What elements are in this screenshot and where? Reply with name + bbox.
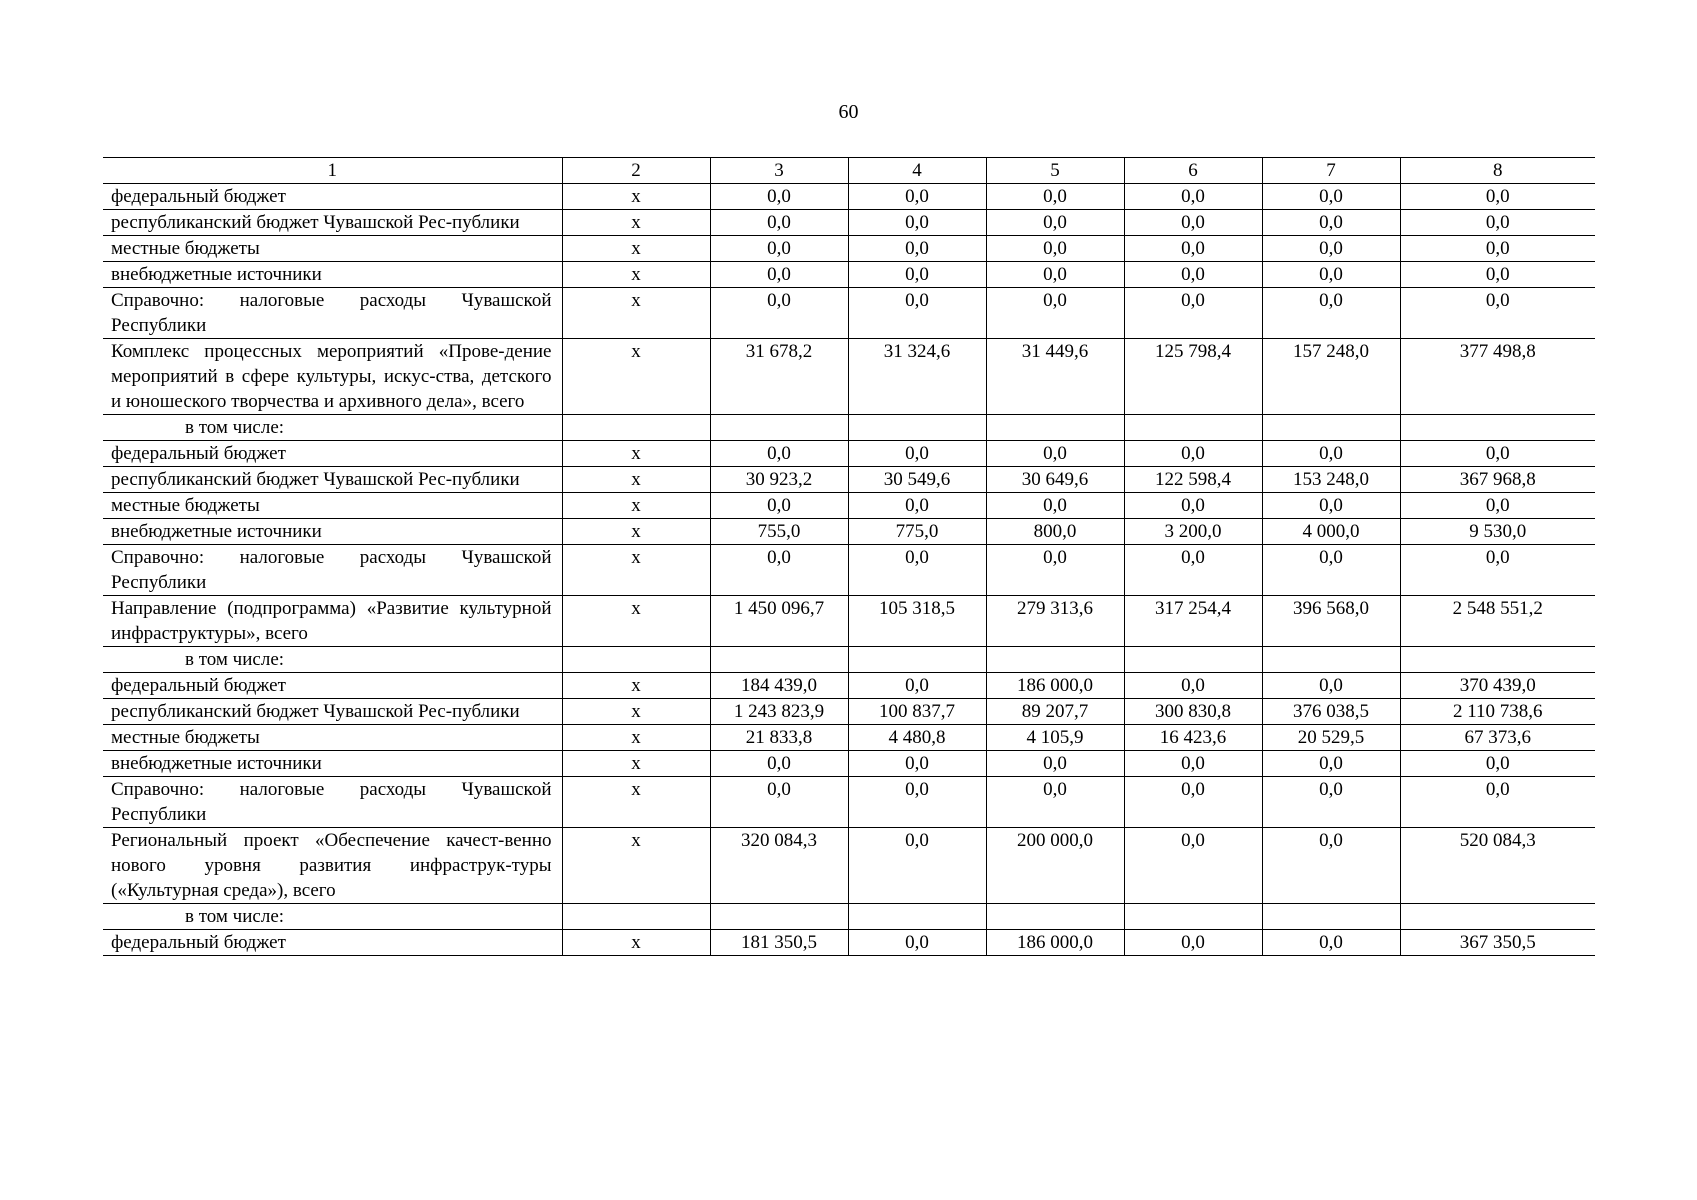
table-cell: 200 000,0 [986, 828, 1124, 904]
row-label: республиканский бюджет Чувашской Рес-публики [103, 699, 562, 725]
table-cell [1400, 904, 1595, 930]
table-cell: 0,0 [848, 236, 986, 262]
table-cell: 0,0 [1124, 236, 1262, 262]
table-row [103, 930, 1595, 956]
table-cell: 0,0 [1124, 184, 1262, 210]
table-cell: 0,0 [1262, 236, 1400, 262]
table-cell: 0,0 [986, 751, 1124, 777]
table-cell: х [562, 596, 710, 647]
table-cell: х [562, 441, 710, 467]
table-cell: 0,0 [1400, 777, 1595, 828]
table-row [103, 467, 1595, 493]
table-row [103, 545, 1595, 596]
table-cell: 181 350,5 [710, 930, 848, 956]
table-cell: 0,0 [1262, 828, 1400, 904]
table-cell: 0,0 [710, 236, 848, 262]
column-header: 6 [1124, 158, 1262, 184]
row-label: республиканский бюджет Чувашской Рес-публики [103, 467, 562, 493]
table-cell [1124, 647, 1262, 673]
table-cell: 0,0 [1124, 210, 1262, 236]
table-row [103, 415, 1595, 441]
table-cell: 0,0 [710, 777, 848, 828]
table-cell [1400, 647, 1595, 673]
table-cell: х [562, 828, 710, 904]
table-cell: х [562, 236, 710, 262]
table-header-row [103, 158, 1595, 184]
table-row [103, 596, 1595, 647]
table-cell: 0,0 [1400, 441, 1595, 467]
row-label: Региональный проект «Обеспечение качест-венно нового уровня развития инфраструк-туры («Культурная среда»), всего [103, 828, 562, 904]
table-cell: 0,0 [710, 262, 848, 288]
row-label: внебюджетные источники [103, 751, 562, 777]
table-cell: 16 423,6 [1124, 725, 1262, 751]
page-number: 60 [838, 101, 859, 123]
column-header: 5 [986, 158, 1124, 184]
table-cell: 0,0 [986, 777, 1124, 828]
table-cell: 186 000,0 [986, 673, 1124, 699]
table-cell: 370 439,0 [1400, 673, 1595, 699]
table-cell: 125 798,4 [1124, 339, 1262, 415]
row-label: местные бюджеты [103, 236, 562, 262]
table-cell: 320 084,3 [710, 828, 848, 904]
table-cell: 0,0 [710, 751, 848, 777]
table-cell: 0,0 [848, 777, 986, 828]
budget-table [103, 157, 1595, 956]
table-row [103, 828, 1595, 904]
row-label: Направление (подпрограмма) «Развитие культурной инфраструктуры», всего [103, 596, 562, 647]
table-row [103, 210, 1595, 236]
table-cell: 0,0 [848, 441, 986, 467]
table-cell: 367 350,5 [1400, 930, 1595, 956]
table-cell: 67 373,6 [1400, 725, 1595, 751]
table-cell: 186 000,0 [986, 930, 1124, 956]
row-label: республиканский бюджет Чувашской Рес-публики [103, 210, 562, 236]
table-cell: 0,0 [1124, 751, 1262, 777]
table-cell: х [562, 725, 710, 751]
table-row [103, 904, 1595, 930]
table-cell: 122 598,4 [1124, 467, 1262, 493]
table-cell [986, 647, 1124, 673]
table-cell: 0,0 [1400, 236, 1595, 262]
table-cell: 0,0 [1400, 493, 1595, 519]
table-row [103, 236, 1595, 262]
table-cell: х [562, 467, 710, 493]
table-cell: 31 324,6 [848, 339, 986, 415]
table-cell: х [562, 262, 710, 288]
table-cell: 0,0 [710, 441, 848, 467]
table-row [103, 699, 1595, 725]
table-cell: 0,0 [710, 184, 848, 210]
table-cell: 2 110 738,6 [1400, 699, 1595, 725]
table-cell: х [562, 210, 710, 236]
table-cell: 0,0 [1124, 545, 1262, 596]
table-cell: 0,0 [1400, 288, 1595, 339]
table-cell: 30 549,6 [848, 467, 986, 493]
table-cell: 0,0 [848, 262, 986, 288]
table-cell: х [562, 184, 710, 210]
table-cell: 376 038,5 [1262, 699, 1400, 725]
table-cell: 9 530,0 [1400, 519, 1595, 545]
table-cell: 89 207,7 [986, 699, 1124, 725]
table-row [103, 647, 1595, 673]
table-cell [562, 415, 710, 441]
table-cell: 0,0 [1262, 210, 1400, 236]
table-cell: 0,0 [1124, 930, 1262, 956]
table-cell: 0,0 [986, 236, 1124, 262]
table-cell: 0,0 [1124, 493, 1262, 519]
table-cell [986, 904, 1124, 930]
table-cell: х [562, 751, 710, 777]
table-row [103, 777, 1595, 828]
table-cell [710, 904, 848, 930]
table-cell: 100 837,7 [848, 699, 986, 725]
table-cell [562, 647, 710, 673]
table-cell [1124, 415, 1262, 441]
table-cell: 0,0 [1262, 777, 1400, 828]
table-cell: 0,0 [1262, 673, 1400, 699]
table-cell: х [562, 288, 710, 339]
table-cell: 0,0 [986, 441, 1124, 467]
table-cell: 0,0 [1262, 262, 1400, 288]
table-cell: 0,0 [710, 288, 848, 339]
table-cell [848, 647, 986, 673]
table-cell: 30 923,2 [710, 467, 848, 493]
row-label: Справочно: налоговые расходы Чувашской Республики [103, 545, 562, 596]
table-cell: 153 248,0 [1262, 467, 1400, 493]
table-cell: 0,0 [1124, 673, 1262, 699]
table-cell: 0,0 [1262, 288, 1400, 339]
table-cell: 20 529,5 [1262, 725, 1400, 751]
table-cell: 367 968,8 [1400, 467, 1595, 493]
table-cell: 4 000,0 [1262, 519, 1400, 545]
row-label: Справочно: налоговые расходы Чувашской Республики [103, 777, 562, 828]
table-cell: 0,0 [848, 673, 986, 699]
table-cell: 0,0 [848, 493, 986, 519]
table-cell: 1 243 823,9 [710, 699, 848, 725]
table-row [103, 262, 1595, 288]
table-row [103, 751, 1595, 777]
table-cell: 21 833,8 [710, 725, 848, 751]
table-cell: 0,0 [986, 545, 1124, 596]
row-label: федеральный бюджет [103, 930, 562, 956]
table-cell: 0,0 [1400, 262, 1595, 288]
table-cell: 0,0 [1124, 828, 1262, 904]
table-cell: 0,0 [848, 751, 986, 777]
table-cell: 4 480,8 [848, 725, 986, 751]
table-cell [1262, 415, 1400, 441]
row-label: местные бюджеты [103, 493, 562, 519]
table-cell [1262, 647, 1400, 673]
row-label: федеральный бюджет [103, 184, 562, 210]
table-cell: 0,0 [1262, 545, 1400, 596]
table-cell: 105 318,5 [848, 596, 986, 647]
table-row [103, 519, 1595, 545]
table-cell: 520 084,3 [1400, 828, 1595, 904]
column-header: 3 [710, 158, 848, 184]
table-cell: 0,0 [848, 184, 986, 210]
table-cell: х [562, 545, 710, 596]
table-cell: 0,0 [986, 184, 1124, 210]
table-cell [848, 904, 986, 930]
table-cell [1262, 904, 1400, 930]
table-cell: 0,0 [986, 493, 1124, 519]
table-cell: 0,0 [986, 210, 1124, 236]
column-header: 2 [562, 158, 710, 184]
table-cell: 0,0 [710, 210, 848, 236]
row-label: федеральный бюджет [103, 441, 562, 467]
table-cell: х [562, 493, 710, 519]
table-cell: 0,0 [986, 262, 1124, 288]
table-row [103, 184, 1595, 210]
table-row [103, 493, 1595, 519]
table-cell: 1 450 096,7 [710, 596, 848, 647]
table-cell [1124, 904, 1262, 930]
table-cell: 0,0 [1262, 751, 1400, 777]
table-cell: 0,0 [848, 288, 986, 339]
table-cell: х [562, 339, 710, 415]
table-cell: 0,0 [1124, 441, 1262, 467]
row-label: местные бюджеты [103, 725, 562, 751]
table-cell: 0,0 [1262, 441, 1400, 467]
row-label: Справочно: налоговые расходы Чувашской Республики [103, 288, 562, 339]
table-cell: 377 498,8 [1400, 339, 1595, 415]
table-cell [1400, 415, 1595, 441]
table-cell: х [562, 519, 710, 545]
table-cell: 0,0 [848, 210, 986, 236]
table-cell: 31 449,6 [986, 339, 1124, 415]
table-cell: 0,0 [986, 288, 1124, 339]
row-label: в том числе: [103, 904, 562, 930]
table-cell: 300 830,8 [1124, 699, 1262, 725]
table-cell: 0,0 [848, 828, 986, 904]
table-cell: х [562, 930, 710, 956]
table-cell: 0,0 [1400, 751, 1595, 777]
table-cell [710, 415, 848, 441]
table-cell: 184 439,0 [710, 673, 848, 699]
table-cell [848, 415, 986, 441]
table-cell: х [562, 673, 710, 699]
column-header: 8 [1400, 158, 1595, 184]
table-cell: 755,0 [710, 519, 848, 545]
table-cell: 800,0 [986, 519, 1124, 545]
table-cell [710, 647, 848, 673]
table-cell: 30 649,6 [986, 467, 1124, 493]
table-cell: 0,0 [1124, 288, 1262, 339]
table-cell: 0,0 [1124, 262, 1262, 288]
table-cell [562, 904, 710, 930]
table-cell [986, 415, 1124, 441]
table-cell: 0,0 [710, 545, 848, 596]
column-header: 1 [103, 158, 562, 184]
row-label: Комплекс процессных мероприятий «Прове-дение мероприятий в сфере культуры, искус-ства, детского и юношеского творчества и архивного дела», всего [103, 339, 562, 415]
table-cell: 0,0 [1400, 210, 1595, 236]
table-cell: 2 548 551,2 [1400, 596, 1595, 647]
table-cell: 0,0 [1400, 184, 1595, 210]
column-header: 7 [1262, 158, 1400, 184]
table-cell: 0,0 [848, 930, 986, 956]
table-row [103, 441, 1595, 467]
table-cell: 0,0 [710, 493, 848, 519]
column-header: 4 [848, 158, 986, 184]
table-cell: 0,0 [848, 545, 986, 596]
table-cell: 0,0 [1124, 777, 1262, 828]
table-cell: 279 313,6 [986, 596, 1124, 647]
table-cell: 0,0 [1262, 930, 1400, 956]
table-cell: 3 200,0 [1124, 519, 1262, 545]
table-cell: 31 678,2 [710, 339, 848, 415]
table-row [103, 673, 1595, 699]
table-cell: 0,0 [1400, 545, 1595, 596]
row-label: в том числе: [103, 647, 562, 673]
row-label: федеральный бюджет [103, 673, 562, 699]
table-cell: 4 105,9 [986, 725, 1124, 751]
table-row [103, 339, 1595, 415]
row-label: в том числе: [103, 415, 562, 441]
table-row [103, 725, 1595, 751]
table-cell: 157 248,0 [1262, 339, 1400, 415]
table-cell: 0,0 [1262, 493, 1400, 519]
row-label: внебюджетные источники [103, 519, 562, 545]
table-row [103, 288, 1595, 339]
table-cell: 396 568,0 [1262, 596, 1400, 647]
table-cell: 0,0 [1262, 184, 1400, 210]
row-label: внебюджетные источники [103, 262, 562, 288]
table-cell: 317 254,4 [1124, 596, 1262, 647]
table-cell: 775,0 [848, 519, 986, 545]
table-cell: х [562, 699, 710, 725]
table-cell: х [562, 777, 710, 828]
